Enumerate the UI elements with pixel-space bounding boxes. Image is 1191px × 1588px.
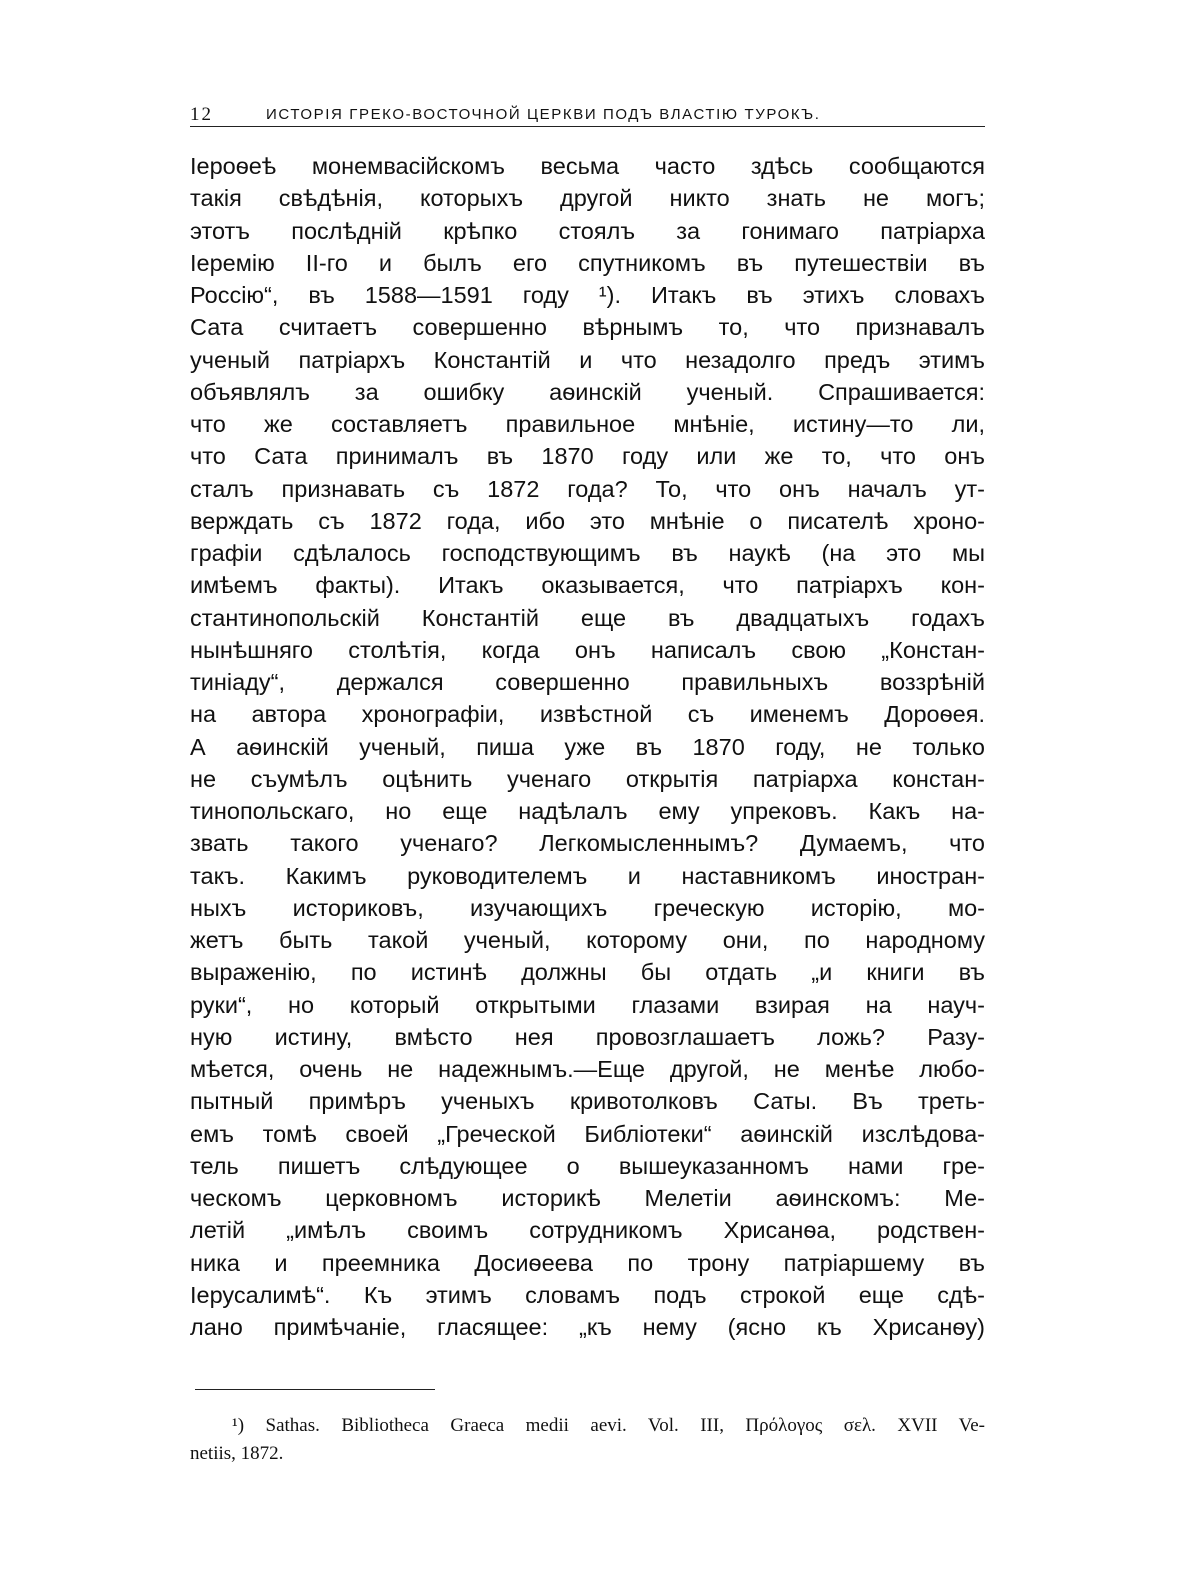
text-line: верждать съ 1872 года, ибо это мнѣніе о писателѣ хроно-: [190, 507, 985, 534]
text-line: ческомъ церковномъ историкѣ Мелетіи аѳинскомъ: Ме-: [190, 1185, 985, 1211]
text-line: такъ. Какимъ руководителемъ и наставникомъ иностран-: [190, 862, 985, 889]
text-line: Россію“, въ 1588—1591 году ¹). Итакъ въ этихъ словахъ: [190, 282, 985, 308]
text-line: мѣется, очень не надежнымъ.—Еще другой, не менѣе любо-: [190, 1056, 985, 1082]
running-head: [190, 100, 985, 127]
text-line: ника и преемника Досиѳеева по трону патріаршему въ: [190, 1249, 985, 1276]
footnote: [190, 1412, 985, 1468]
text-line: жетъ быть такой ученый, которому они, по народному: [190, 927, 985, 953]
text-line: Іерусалимѣ“. Къ этимъ словамъ подъ строкой еще сдѣ-: [190, 1281, 985, 1308]
text-line: руки“, но который открытыми глазами взирая на науч-: [190, 991, 985, 1018]
text-line: графіи сдѣлалось господствующимъ въ наукѣ (на это мы: [190, 540, 985, 566]
text-line: ученый патріархъ Константій и что незадолго предъ этимъ: [190, 346, 985, 373]
text-line: тинопольскаго, но еще надѣлалъ ему упрековъ. Какъ на-: [190, 798, 985, 824]
text-line: Іероѳеѣ монемвасійскомъ весьма часто здѣсь сообщаются: [190, 153, 985, 179]
text-line: звать такого ученаго? Легкомысленнымъ? Думаемъ, что: [190, 830, 985, 857]
text-line: Іеремію ІІ-го и былъ его спутникомъ въ путешествіи въ: [190, 249, 985, 276]
footnote-line: netiis, 1872.: [190, 1443, 284, 1464]
text-line: тиніаду“, держался совершенно правильныхъ воззрѣній: [190, 669, 985, 695]
text-line: сталъ признавать съ 1872 года? То, что онъ началъ ут-: [190, 475, 985, 502]
text-line: летій „имѣлъ своимъ сотрудникомъ Хрисанѳа, родствен-: [190, 1217, 985, 1244]
text-line: этотъ послѣдній крѣпко стоялъ за гонимаго патріарха: [190, 217, 985, 244]
text-line: ныхъ историковъ, изучающихъ греческую исторію, мо-: [190, 894, 985, 921]
text-line: емъ томѣ своей „Греческой Библіотеки“ аѳинскій изслѣдова-: [190, 1120, 985, 1147]
footnote-line: ¹) Sathas. Bibliotheca Graeca medii aevi. Vol. III, Πρόλογος σελ. XVII Ve-: [232, 1415, 985, 1436]
text-line: А аѳинскій ученый, пиша уже въ 1870 году, не только: [190, 733, 985, 760]
text-line: на автора хронографіи, извѣстной съ именемъ Дороѳея.: [190, 701, 985, 728]
running-title: ИСТОРІЯ ГРЕКО-ВОСТОЧНОЙ ЦЕРКВИ ПОДЪ ВЛАСТІЮ ТУРОКЪ.: [266, 106, 821, 123]
main-text: [190, 150, 985, 1343]
text-line: лано примѣчаніе, гласящее: „къ нему (ясно къ Хрисанѳу): [190, 1314, 985, 1340]
footnote-divider: [195, 1389, 435, 1390]
text-line: не съумѣлъ оцѣнить ученаго открытія патріарха констан-: [190, 765, 985, 792]
text-line: тель пишетъ слѣдующее о вышеуказанномъ нами гре-: [190, 1152, 985, 1179]
text-line: что Сата принималъ въ 1870 году или же то, что онъ: [190, 443, 985, 470]
text-line: выраженію, по истинѣ должны бы отдать „и книги въ: [190, 959, 985, 986]
text-line: что же составляетъ правильное мнѣніе, истину—то ли,: [190, 411, 985, 437]
text-line: имѣемъ факты). Итакъ оказывается, что патріархъ кон-: [190, 572, 985, 599]
text-line: объявлялъ за ошибку аѳинскій ученый. Спрашивается:: [190, 378, 985, 405]
text-line: ную истину, вмѣсто нея провозглашаетъ ложь? Разу-: [190, 1023, 985, 1050]
text-line: Сата считаетъ совершенно вѣрнымъ то, что признавалъ: [190, 314, 985, 341]
text-line: такія свѣдѣнія, которыхъ другой никто знать не могъ;: [190, 185, 985, 212]
page-number: 12: [190, 104, 213, 125]
text-line: нынѣшняго столѣтія, когда онъ написалъ свою „Констан-: [190, 636, 985, 663]
text-line: пытный примѣръ ученыхъ кривотолковъ Саты. Въ треть-: [190, 1088, 985, 1115]
text-line: стантинопольскій Константій еще въ двадцатыхъ годахъ: [190, 604, 985, 631]
